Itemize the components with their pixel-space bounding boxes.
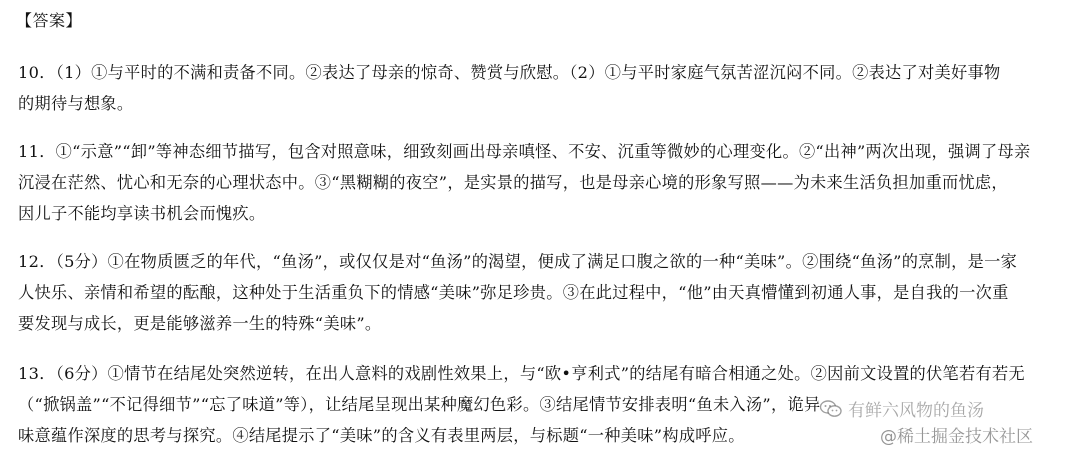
answer-line: 味意蕴作深度的思考与探究。④结尾提示了“美味”的含义有表里两层，与标题“一种美味”构成呼应。 — [18, 426, 745, 445]
answer-line: 因儿子不能均享读书机会而愧疚。 — [18, 204, 266, 223]
answer-line: 10．（1）①与平时的不满和责备不同。②表达了母亲的惊奇、赞赏与欣慰。（2）①与平时家庭气氛苦涩沉闷不同。②表达了对美好事物 — [18, 63, 1001, 82]
answer-line: 11．①“示意”“卸”等神态细节描写，包含对照意味，细致刻画出母亲嗔怪、不安、沉重等微妙的心理变化。②“出神”两次出现，强调了母亲 — [18, 142, 1031, 161]
watermark-text-1: 有鲜六风物的鱼汤 — [848, 401, 984, 421]
watermark-text-2: @稀土掘金技术社区 — [880, 427, 1033, 447]
answer-line: 人快乐、亲情和希望的酝酿，这种处于生活重负下的情感“美味”弥足珍贵。③在此过程中，“他”由天真懵懂到初通人事，是自我的一次重 — [18, 283, 1009, 302]
answer-line: 12．（5分）①在物质匮乏的年代，“鱼汤”，或仅仅是对“鱼汤”的渴望，便成了满足口腹之欲的一种“美味”。②围绕“鱼汤”的烹制，是一家 — [18, 252, 1018, 271]
answer-line: 要发现与成长，更是能够滋养一生的特殊“美味”。 — [18, 314, 382, 333]
answer-11 — [18, 136, 1062, 229]
answer-line: 沉浸在茫然、忧心和无奈的心理状态中。③“黑糊糊的夜空”，是实景的描写，也是母亲心境的形象写照——为未来生活负担加重而忧虑， — [18, 173, 1008, 192]
answer-13 — [18, 358, 1062, 451]
answer-line: （“掀锅盖”“不记得细节”“忘了味道”等），让结尾呈现出某种魔幻色彩。③结尾情节安排表明“鱼未入汤”，诡异 — [18, 395, 821, 414]
answer-line: 的期待与想象。 — [18, 94, 134, 113]
answer-12 — [18, 246, 1062, 339]
answer-line: 13．（6分）①情节在结尾处突然逆转，在出人意料的戏剧性效果上，与“欧•亨利式”的结尾有暗合相通之处。②因前文设置的伏笔若有若无 — [18, 364, 1025, 383]
answer-10 — [18, 57, 1062, 119]
answer-heading: 【答案】 — [16, 11, 83, 30]
